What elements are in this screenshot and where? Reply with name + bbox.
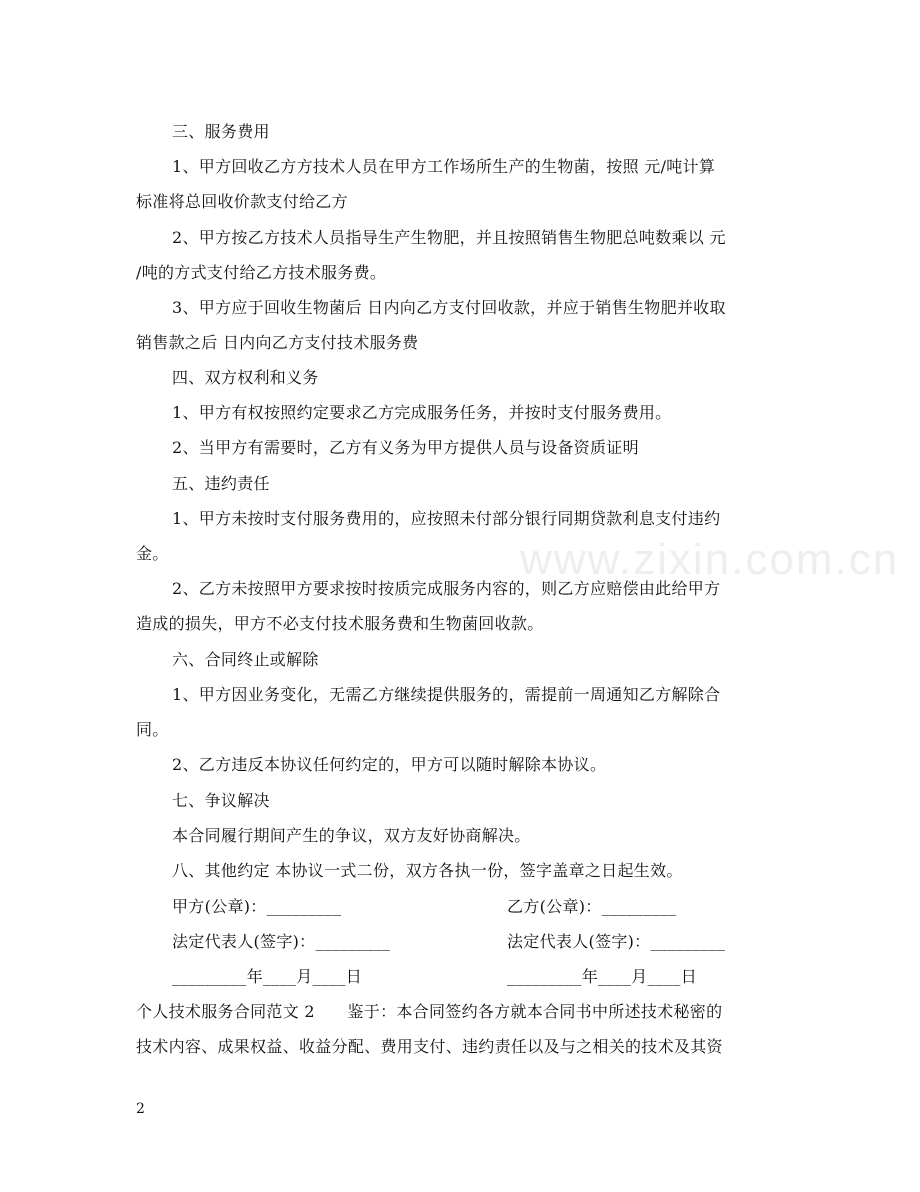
paragraph-line: 同。 (136, 720, 169, 739)
section-heading-dispute-resolution: 七、争议解决 (172, 791, 270, 810)
section-heading-other-terms: 八、其他约定 本协议一式二份，双方各执一份，签字盖章之日起生效。 (172, 861, 683, 880)
paragraph-line: 销售款之后 日内向乙方支付技术服务费 (136, 333, 419, 352)
party-b-representative-field: 法定代表人(签字)：_________ (507, 932, 726, 951)
paragraph-line: /吨的方式支付给乙方技术服务费。 (136, 263, 387, 282)
paragraph-line: 2、甲方按乙方技术人员指导生产生物肥，并且按照销售生物肥总吨数乘以 元 (172, 228, 726, 247)
paragraph-line: 金。 (136, 544, 169, 563)
next-section-title-line: 个人技术服务合同范文 2 鉴于：本合同签约各方就本合同书中所述技术秘密的 (136, 1002, 723, 1021)
paragraph-line: 本合同履行期间产生的争议，双方友好协商解决。 (172, 826, 531, 845)
paragraph-line: 技术内容、成果权益、收益分配、费用支付、违约责任以及与之相关的技术及其资 (136, 1037, 723, 1056)
paragraph-line: 1、甲方回收乙方方技术人员在甲方工作场所生产的生物菌，按照 元/吨计算 (172, 157, 716, 176)
paragraph-line: 1、甲方未按时支付服务费用的，应按照未付部分银行同期贷款利息支付违约 (172, 509, 721, 528)
paragraph-line: 3、甲方应于回收生物菌后 日内向乙方支付回收款，并应于销售生物肥并收取 (172, 298, 726, 317)
paragraph-line: 标准将总回收价款支付给乙方 (136, 192, 348, 211)
section-heading-termination: 六、合同终止或解除 (172, 650, 319, 669)
paragraph-line: 造成的损失，甲方不必支付技术服务费和生物菌回收款。 (136, 614, 544, 633)
watermark: www.zixin.com.cn (520, 535, 900, 584)
section-heading-breach-liability: 五、违约责任 (172, 474, 270, 493)
page-number: 2 (136, 1101, 145, 1117)
section-heading-rights-obligations: 四、双方权利和义务 (172, 368, 319, 387)
paragraph-line: 1、甲方因业务变化，无需乙方继续提供服务的，需提前一周通知乙方解除合 (172, 685, 721, 704)
section-heading-service-fee: 三、服务费用 (172, 122, 270, 141)
paragraph-line: 2、乙方违反本协议任何约定的，甲方可以随时解除本协议。 (172, 755, 607, 774)
party-b-date-field: _________年____月____日 (507, 967, 697, 986)
party-b-seal-field: 乙方(公章)：_________ (507, 897, 677, 916)
party-a-seal-field: 甲方(公章)：_________ (172, 897, 342, 916)
paragraph-line: 2、当甲方有需要时，乙方有义务为甲方提供人员与设备资质证明 (172, 438, 639, 457)
paragraph-line: 2、乙方未按照甲方要求按时按质完成服务内容的，则乙方应赔偿由此给甲方 (172, 579, 721, 598)
party-a-date-field: _________年____月____日 (172, 967, 362, 986)
paragraph-line: 1、甲方有权按照约定要求乙方完成服务任务，并按时支付服务费用。 (172, 403, 672, 422)
party-a-representative-field: 法定代表人(签字)：_________ (172, 932, 391, 951)
